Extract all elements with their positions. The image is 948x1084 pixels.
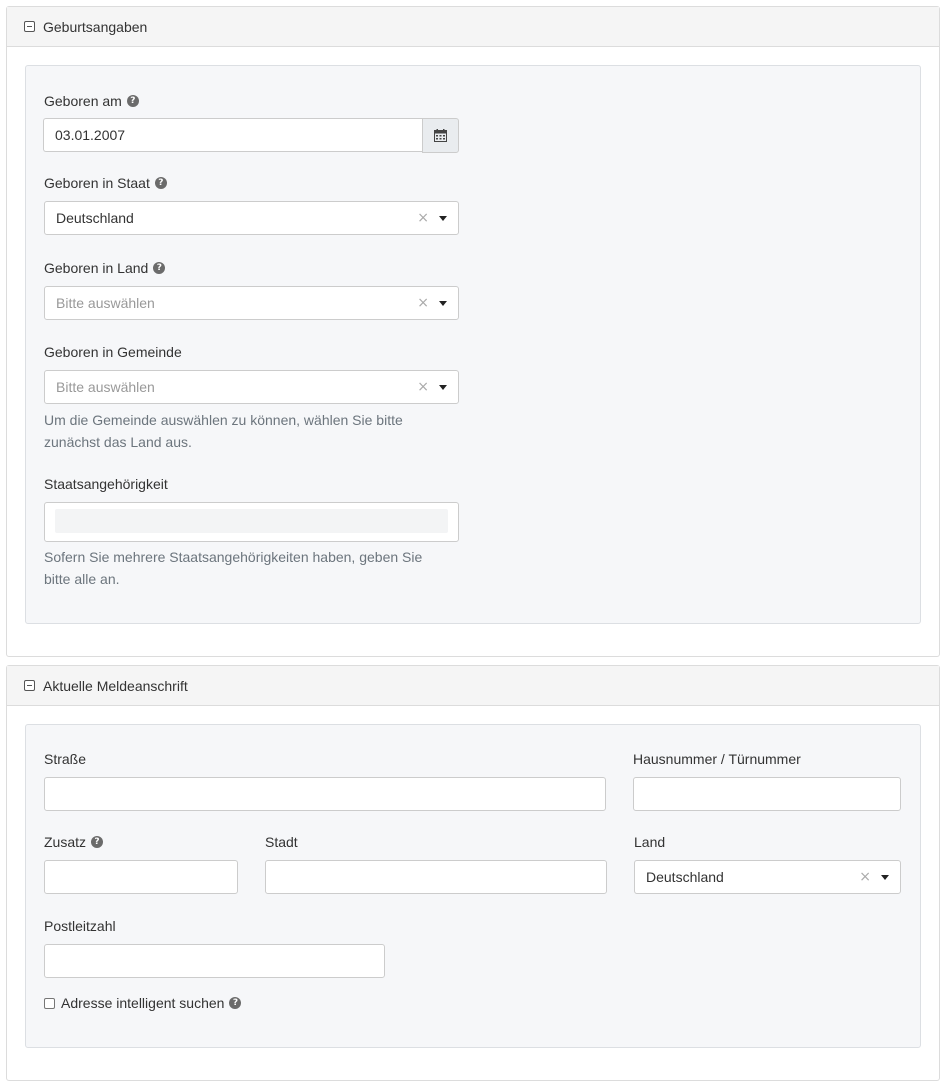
birth-municipality-label	[44, 344, 182, 360]
clear-icon[interactable]: ×	[859, 869, 871, 885]
birth-state-label-text: Geboren in Staat	[44, 175, 150, 191]
birth-date-input[interactable]: 03.01.2007	[43, 118, 422, 152]
smart-search-checkbox[interactable]	[44, 998, 55, 1009]
smart-search-row	[44, 995, 241, 1011]
caret-down-icon[interactable]	[881, 875, 889, 880]
help-icon[interactable]: ?	[127, 95, 139, 107]
birth-country-select[interactable]	[44, 286, 459, 320]
help-icon[interactable]: ?	[229, 997, 241, 1009]
help-icon[interactable]: ?	[153, 262, 165, 274]
housenumber-input[interactable]	[633, 777, 901, 811]
birth-date-group	[43, 118, 459, 153]
addition-input[interactable]	[44, 860, 238, 894]
calendar-icon	[434, 129, 447, 142]
birth-municipality-label-text: Geboren in Gemeinde	[44, 344, 182, 360]
collapse-icon[interactable]	[24, 680, 35, 691]
street-input[interactable]	[44, 777, 606, 811]
addition-label-text: Zusatz	[44, 834, 87, 850]
help-icon[interactable]: ?	[91, 836, 103, 848]
city-input[interactable]	[265, 860, 607, 894]
clear-icon[interactable]: ×	[417, 295, 429, 311]
citizenship-help-line: bitte alle an.	[44, 571, 120, 587]
birth-municipality-select[interactable]	[44, 370, 459, 404]
birth-municipality-help-line: zunächst das Land aus.	[44, 434, 192, 450]
birth-municipality-help-line: Um die Gemeinde auswählen zu können, wählen Sie bitte	[44, 412, 403, 428]
citizenship-search-area[interactable]	[55, 509, 448, 533]
birth-state-label	[44, 175, 167, 191]
help-icon[interactable]: ?	[155, 177, 167, 189]
country-label: Land	[634, 834, 666, 850]
addition-label	[44, 834, 103, 850]
caret-down-icon[interactable]	[439, 301, 447, 306]
birth-municipality-help	[44, 409, 464, 453]
birth-country-placeholder: Bitte auswählen	[56, 295, 155, 311]
address-panel-header[interactable]	[7, 666, 939, 706]
birth-panel-title: Geburtsangaben	[43, 18, 148, 35]
country-select[interactable]	[634, 860, 901, 894]
zip-input[interactable]	[44, 944, 385, 978]
citizenship-label	[44, 476, 168, 492]
caret-down-icon[interactable]	[439, 385, 447, 390]
citizenship-help	[44, 546, 464, 590]
birth-state-value: Deutschland	[56, 210, 134, 226]
housenumber-label: Hausnummer / Türnummer	[633, 751, 801, 767]
city-label: Stadt	[265, 834, 298, 850]
citizenship-label-text: Staatsangehörigkeit	[44, 476, 168, 492]
calendar-button[interactable]	[422, 118, 459, 153]
birth-country-label-text: Geboren in Land	[44, 260, 149, 276]
collapse-icon[interactable]	[24, 21, 35, 32]
birth-date-label	[44, 93, 139, 109]
address-panel-title: Aktuelle Meldeanschrift	[43, 677, 188, 694]
clear-icon[interactable]: ×	[417, 379, 429, 395]
birth-date-label-text: Geboren am	[44, 93, 122, 109]
country-value: Deutschland	[646, 869, 724, 885]
smart-search-label[interactable]: Adresse intelligent suchen	[61, 995, 225, 1011]
birth-municipality-placeholder: Bitte auswählen	[56, 379, 155, 395]
birth-state-select[interactable]	[44, 201, 459, 235]
citizenship-multiselect[interactable]	[44, 502, 459, 542]
zip-label: Postleitzahl	[44, 918, 116, 934]
citizenship-help-line: Sofern Sie mehrere Staatsangehörigkeiten haben, geben Sie	[44, 549, 423, 565]
birth-panel-header[interactable]	[7, 7, 939, 47]
clear-icon[interactable]: ×	[417, 210, 429, 226]
street-label: Straße	[44, 751, 87, 767]
birth-country-label	[44, 260, 165, 276]
caret-down-icon[interactable]	[439, 216, 447, 221]
